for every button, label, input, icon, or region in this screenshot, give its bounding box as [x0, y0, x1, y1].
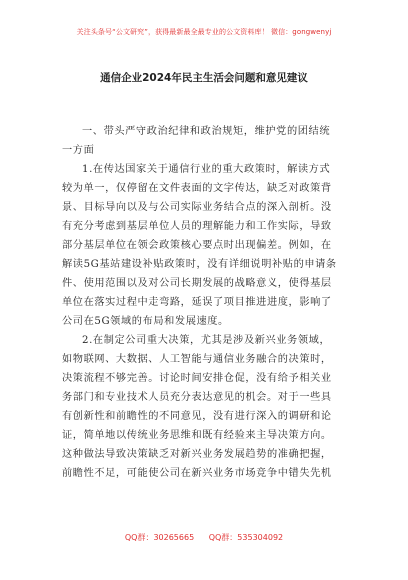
paragraph-line: 证，简单地以传统业务思维和既有经验来主导决策方向。	[62, 430, 332, 441]
paragraph-line: 单位在落实过程中走弯路，延误了项目推进进度，影响了	[62, 297, 332, 308]
paragraph-line: 较为单一，仅停留在文件表面的文字传达，缺乏对政策背	[62, 183, 332, 194]
footer-qq-groups	[0, 532, 408, 543]
document-body	[62, 122, 350, 483]
section-heading-cont: 一方面	[62, 145, 95, 156]
paragraph-line: 解读5G基站建设补贴政策时，没有详细说明补贴的申请条	[62, 259, 337, 270]
paragraph-line: 1.在传达国家关于通信行业的重大政策时，解读方式	[82, 164, 331, 175]
paragraph-line: 部分基层单位在领会政策核心要点时出现偏差。例如，在	[62, 240, 332, 251]
paragraph-line: 如物联网、大数据、人工智能与通信业务融合的决策时，	[62, 354, 332, 365]
qq-group-2: QQ群：535304092	[208, 533, 284, 542]
qq-group-1: QQ群：30265665	[124, 533, 195, 542]
paragraph-line: 有创新性和前瞻性的不同意见，没有进行深入的调研和论	[62, 411, 332, 422]
paragraph-line: 件、使用范围以及对公司长期发展的战略意义，使得基层	[62, 278, 332, 289]
paragraph-line: 景、目标导向以及与公司实际业务结合点的深入剖析。没	[62, 202, 332, 213]
paragraph-line: 公司在5G领域的布局和发展速度。	[62, 316, 229, 327]
paragraph-line: 2.在制定公司重大决策，尤其是涉及新兴业务领域，	[82, 335, 331, 346]
section-heading: 一、带头严守政治纪律和政治规矩，维护党的团结统	[82, 126, 331, 137]
paragraph-line: 决策流程不够完善。讨论时间安排仓促，没有给予相关业	[62, 373, 332, 384]
paragraph-line: 前瞻性不足，可能使公司在新兴业务市场竞争中错失先机	[62, 468, 332, 479]
header-banner: 关注头条号“公文研究”，获得最新最全最专业的公文资料库！ 微信：gongwenyj	[76, 28, 332, 36]
paragraph-line: 务部门和专业技术人员充分表达意见的机会。对于一些具	[62, 392, 332, 403]
paragraph-line: 有充分考虑到基层单位人员的理解能力和工作实际，导致	[62, 221, 332, 232]
document-title: 通信企业2024年民主生活会问题和意见建议	[100, 72, 308, 84]
paragraph-line: 这种做法导致决策缺乏对新兴业务发展趋势的准确把握，	[62, 449, 332, 460]
